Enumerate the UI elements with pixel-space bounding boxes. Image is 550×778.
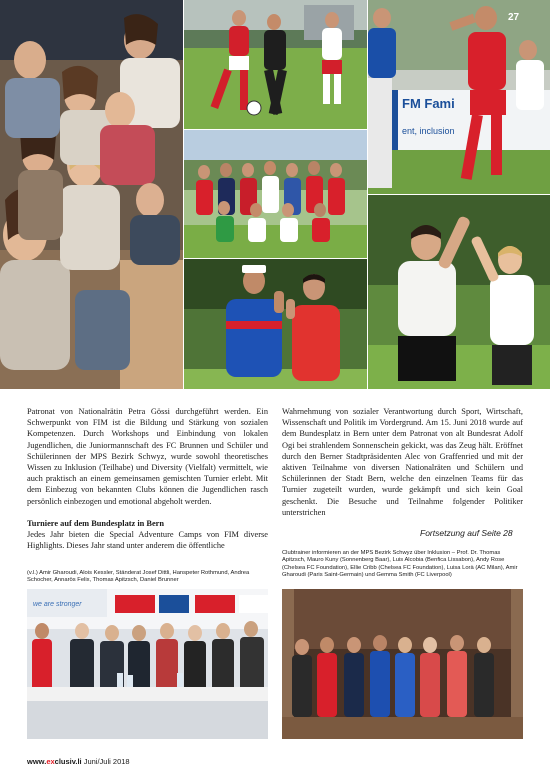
- footer: [27, 757, 130, 766]
- press-conference-photo: [27, 589, 268, 739]
- thumbs-up-photo: [184, 259, 367, 389]
- team-group-photo: [184, 130, 367, 258]
- footer-url-rest: clusiv.li: [54, 757, 82, 766]
- continued-note: Fortsetzung auf Seite 28: [420, 528, 513, 538]
- press-banner-text: we are stronger: [33, 601, 82, 608]
- right-caption: Clubtrainer informieren an der MPS Bezirk Schwyz über Inklusion – Prof. Dr. Thomas Apitzsch, Mauro Kuny (Sonnenberg Baar), Luis Alcobia (Benfica Lissabon), Andy Rose (Chelsea FC Foundation), Ellie Cribb (Chelsea FC Foundation), Luisa Lorà (AC Milan), Amir Gharoudi (Paris Saint-Germain) und Gemma Smith (FC Liverpool): [282, 550, 518, 579]
- left-subheading: Turniere auf dem Bundesplatz in Bern: [27, 518, 164, 528]
- banner-text-2: ent, inclusion: [402, 126, 455, 136]
- footer-url-highlight: ex: [46, 757, 55, 766]
- celebration-photo: [368, 0, 550, 194]
- right-paragraph-1: Wahrnehmung von sozialer Verantwortung durch Sport, Wirtschaft, Wissenschaft und Politik im Vordergrund. Am 15. Juni 2018 wurde auf dem Bundesplatz in Bern unter dem Patronat von alt Bundesrat Adolf Ogi bei strahlendem Sonnenschein gekickt, was das Zeug hält. Eröffnet durch den Berner Stadtpräsidenten Alec von Graffenried und mit der aktiven Teilnahme von diversen Nationalräten und Schülern und Schülerinnen der Stadt Bern, welche den einzelnen Teams für das Turnier zugeteilt wurden, wurde gekämpft und sich kein Goal geschenkt. Die Besuche und Teilnahme folgender Politiker unterstrichen: [282, 407, 523, 517]
- audience-photo: [0, 0, 183, 389]
- banner-text: FM Fami: [402, 96, 455, 111]
- footer-url-prefix: www.: [27, 757, 47, 766]
- footer-issue: Juni/Juli 2018: [83, 757, 130, 766]
- left-column: [27, 406, 268, 551]
- right-column: [282, 406, 523, 518]
- left-paragraph-2: Jedes Jahr bieten die Special Adventure Camps von FIM diverse Highlights. Dieses Jahr stand unter anderem die öffentliche: [27, 530, 268, 551]
- page-number: 27: [508, 12, 520, 23]
- football-match-photo: [184, 0, 367, 129]
- stage-group-photo: [282, 589, 523, 739]
- left-paragraph-1: Patronat von Nationalrätin Petra Gössi durchgeführt werden. Ein Schwerpunkt von FIM ist die Bildung und Stärkung von sozialen Kompetenzen. Durch Workshops und Einbindung von lokalen Jugendlichen, die Juniormannschaft des FC Brunnen und Schüler und Schülerinnen der MPS Bezirk Schwyz, wurde sowohl theoretisches Wissen zu Inklusion (Teilhabe) und Diversity (Vielfalt) vermittelt, wie auch praktisch an einem gemeinsamen gemischten Turnier erlebt. Mit dem Einbezug von bekannten Clubs können die Jugendlichen rasch persönlich einbezogen und emotional abgeholt werden.: [27, 407, 268, 506]
- high-five-photo: [368, 195, 550, 389]
- left-caption: (v.l.) Amir Gharoudi, Alois Kessler, Ständerat Josef Dittli, Hanspeter Rothmund, Andrea Schocher, Annarös Felix, Thomas Apitzsch, Daniel Brunner: [27, 570, 250, 584]
